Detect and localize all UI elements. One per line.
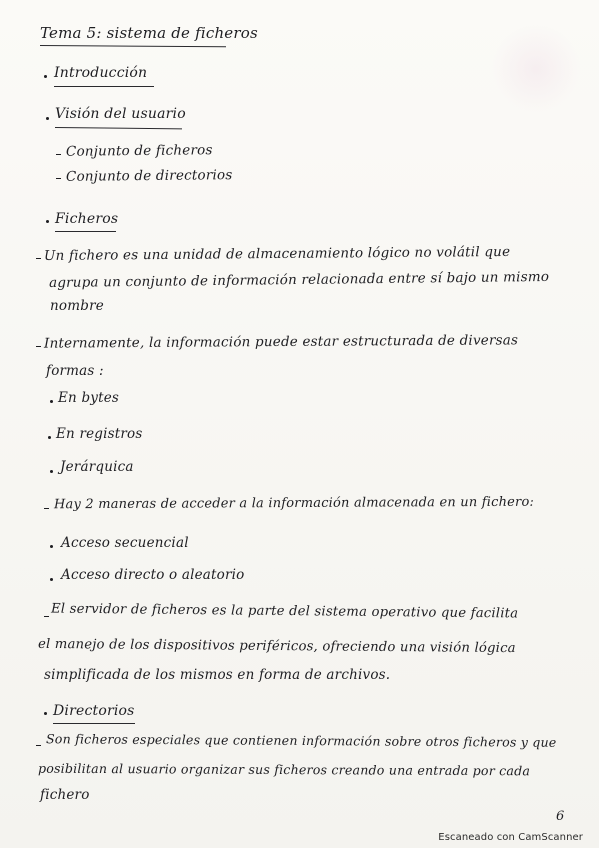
heading-ficheros-underline (55, 231, 116, 232)
bullet (46, 220, 49, 223)
servidor-paragraph-line: el manejo de los dispositivos periféricos, ofreciendo una visión lógica (37, 636, 516, 657)
vision-item: Conjunto de directorios (65, 167, 233, 185)
ficheros-paragraph-line: Un fichero es una unidad de almacenamiento lógico no volátil que (43, 243, 511, 265)
dash-bullet (36, 346, 41, 347)
directorios-paragraph-line: fichero (40, 787, 90, 803)
ficheros-paragraph-line: agrupa un conjunto de información relacionada entre sí bajo un mismo (48, 268, 550, 292)
bullet (50, 545, 53, 548)
heading-ficheros: Ficheros (55, 211, 119, 227)
bullet (50, 400, 53, 403)
page-title: Tema 5: sistema de ficheros (40, 24, 258, 42)
heading-introduccion: Introducción (54, 65, 148, 81)
scanner-watermark: Escaneado con CamScanner (438, 832, 583, 843)
servidor-paragraph-line: El servidor de ficheros es la parte del sistema operativo que facilita (50, 601, 519, 622)
forma-item: En registros (56, 426, 143, 442)
heading-vision-underline (55, 127, 182, 129)
forma-item: En bytes (58, 390, 120, 406)
heading-vision-usuario: Visión del usuario (55, 106, 186, 122)
servidor-paragraph-line: simplificada de los mismos en forma de archivos. (44, 667, 391, 683)
directorios-paragraph-line: Son ficheros especiales que contienen información sobre otros ficheros y que (45, 731, 557, 750)
dash-bullet (44, 616, 49, 617)
bullet (48, 436, 51, 439)
bullet (44, 712, 47, 715)
dash-bullet (36, 745, 41, 746)
heading-directorios-underline (53, 723, 135, 724)
bullet (50, 470, 53, 473)
estructura-paragraph-line: Internamente, la información puede estar estructurada de diversas (43, 332, 519, 352)
estructura-paragraph-line: formas : (46, 363, 104, 379)
forma-item: Jerárquica (60, 459, 134, 475)
acceso-intro: Hay 2 maneras de acceder a la información almacenada en un fichero: (53, 494, 535, 513)
heading-directorios: Directorios (53, 703, 135, 719)
page-number: 6 (556, 809, 565, 822)
ink-bleed (491, 24, 581, 114)
page-number-mark (555, 808, 567, 822)
dash-bullet (56, 154, 61, 155)
dash-bullet (44, 508, 49, 509)
bullet (50, 578, 53, 581)
acceso-item: Acceso directo o aleatorio (61, 567, 245, 583)
dash-bullet (36, 258, 41, 259)
acceso-item: Acceso secuencial (61, 535, 189, 551)
bullet (46, 117, 49, 120)
title-underline (40, 45, 226, 47)
dash-bullet (56, 178, 61, 179)
vision-item: Conjunto de ficheros (65, 142, 213, 160)
heading-introduccion-underline (54, 86, 154, 87)
ficheros-paragraph-line: nombre (50, 298, 104, 314)
directorios-paragraph-line: posibilitan al usuario organizar sus ficheros creando una entrada por cada (37, 760, 531, 779)
bullet (44, 75, 47, 78)
